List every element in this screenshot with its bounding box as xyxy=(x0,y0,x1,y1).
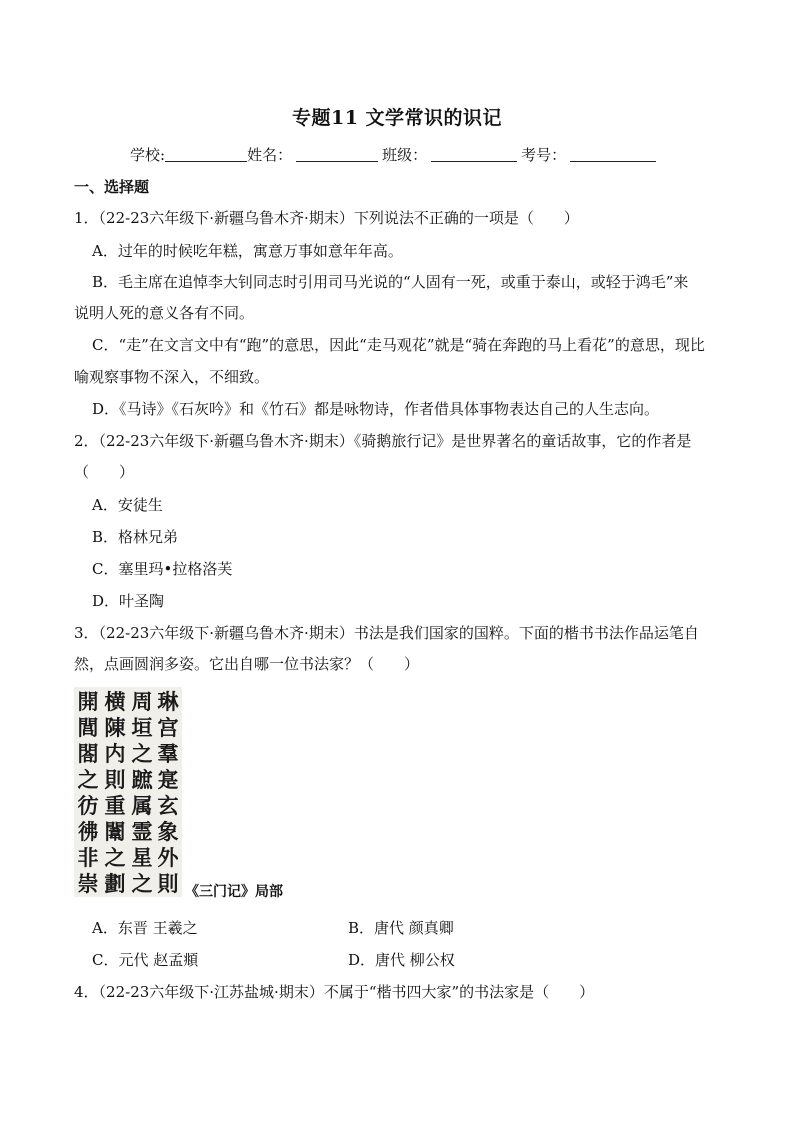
calligraphy-character: 崇 xyxy=(77,871,99,896)
calligraphy-column xyxy=(75,689,101,897)
calligraphy-character: 蹠 xyxy=(131,767,153,792)
question-2-option-b: B．格林兄弟 xyxy=(92,528,179,546)
calligraphy-character: 寔 xyxy=(157,767,179,792)
question-3-option-d: D．唐代 柳公权 xyxy=(348,951,455,969)
question-3-stem-cont: 然，点画圆润多姿。它出自哪一位书法家？（ ） xyxy=(74,655,420,673)
school-blank[interactable] xyxy=(165,147,247,162)
question-1-option-c-cont: 喻观察事物不深入，不细致。 xyxy=(74,368,270,386)
calligraphy-character: 星 xyxy=(131,845,153,870)
question-3-option-b: B．唐代 颜真卿 xyxy=(348,919,454,937)
calligraphy-column xyxy=(129,689,155,897)
calligraphy-character: 非 xyxy=(77,845,99,870)
question-2-option-d: D．叶圣陶 xyxy=(92,592,165,610)
calligraphy-character: 琳 xyxy=(157,689,179,714)
question-1-option-b: B．毛主席在追悼李大钊同志时引用司马光说的“人固有一死，或重于泰山，或轻于鸿毛”来 xyxy=(92,273,689,291)
question-1-option-b-cont: 说明人死的意义各有不同。 xyxy=(74,304,255,322)
calligraphy-character: 閭 xyxy=(77,715,99,740)
calligraphy-character: 周 xyxy=(131,689,153,714)
student-info-row xyxy=(130,144,656,165)
number-blank[interactable] xyxy=(570,147,656,162)
class-label: 班级： xyxy=(382,146,428,164)
calligraphy-character: 重 xyxy=(104,793,126,818)
calligraphy-character: 之 xyxy=(131,871,153,896)
calligraphy-character: 属 xyxy=(131,793,153,818)
question-2-option-c: C．塞里玛•拉格洛芙 xyxy=(92,560,233,578)
calligraphy-character: 陳 xyxy=(104,715,126,740)
question-3-option-a: A．东晋 王羲之 xyxy=(92,919,198,937)
calligraphy-character: 内 xyxy=(104,741,126,766)
calligraphy-character: 則 xyxy=(157,871,179,896)
calligraphy-column xyxy=(155,689,181,897)
calligraphy-character: 闈 xyxy=(104,819,126,844)
calligraphy-character: 彷 xyxy=(77,793,99,818)
question-1-option-c: C．“走”在文言文中有“跑”的意思，因此“走马观花”就是“骑在奔跑的马上看花”的意思，现比 xyxy=(92,336,705,354)
section-heading: 一、选择题 xyxy=(74,178,150,196)
school-label: 学校: xyxy=(130,146,166,164)
calligraphy-character: 閤 xyxy=(77,741,99,766)
calligraphy-character: 彿 xyxy=(77,819,99,844)
calligraphy-character: 劃 xyxy=(104,871,126,896)
calligraphy-character: 垣 xyxy=(131,715,153,740)
calligraphy-character: 開 xyxy=(77,689,99,714)
question-2-stem-cont: （ ） xyxy=(74,463,135,481)
calligraphy-character: 横 xyxy=(104,689,126,714)
calligraphy-character: 之 xyxy=(131,741,153,766)
calligraphy-character: 之 xyxy=(77,767,99,792)
calligraphy-character: 外 xyxy=(157,845,179,870)
number-label: 考号： xyxy=(521,146,567,164)
question-3-option-c: C．元代 赵孟頫 xyxy=(92,951,199,969)
calligraphy-caption: 《三门记》局部 xyxy=(185,884,283,900)
question-1-option-a: A．过年的时候吃年糕，寓意万事如意年年高。 xyxy=(92,242,403,260)
question-2-stem: 2．（22-23六年级下·新疆乌鲁木齐·期末）《骑鹅旅行记》是世界著名的童话故事，它的作者是 xyxy=(74,432,692,450)
name-blank[interactable] xyxy=(296,147,378,162)
calligraphy-character: 宫 xyxy=(157,715,179,740)
question-4-stem: 4．（22-23六年级下·江苏盐城·期末）不属于“楷书四大家”的书法家是（ ） xyxy=(74,983,595,1001)
calligraphy-column xyxy=(102,689,128,897)
calligraphy-character: 象 xyxy=(157,819,179,844)
question-2-option-a: A．安徒生 xyxy=(92,496,163,514)
page-title: 专题11 文学常识的识记 xyxy=(291,107,503,129)
name-label: 姓名： xyxy=(247,146,293,164)
calligraphy-character: 羣 xyxy=(157,741,179,766)
class-blank[interactable] xyxy=(431,147,517,162)
calligraphy-image xyxy=(74,687,182,897)
calligraphy-character: 玄 xyxy=(157,793,179,818)
question-1-option-d: D．《马诗》《石灰吟》和《竹石》都是咏物诗，作者借具体事物表达自己的人生志向。 xyxy=(92,400,660,418)
question-1-stem: 1．（22-23六年级下·新疆乌鲁木齐·期末）下列说法不正确的一项是（ ） xyxy=(74,209,579,227)
calligraphy-character: 則 xyxy=(104,767,126,792)
calligraphy-character: 之 xyxy=(104,845,126,870)
question-3-stem: 3．（22-23六年级下·新疆乌鲁木齐·期末）书法是我们国家的国粹。下面的楷书书法作品运笔自 xyxy=(74,624,699,642)
calligraphy-character: 霊 xyxy=(131,819,153,844)
